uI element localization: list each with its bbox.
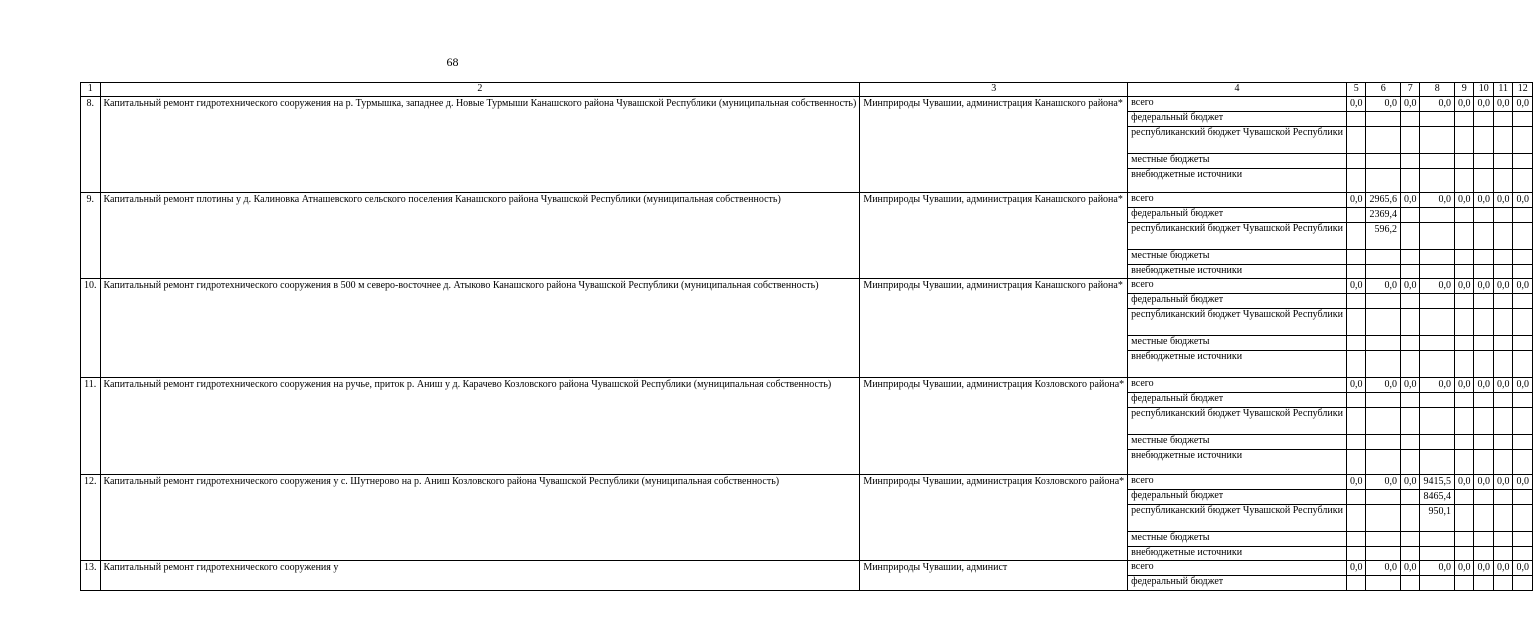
value-cell — [1366, 127, 1401, 154]
row-number: 12. — [81, 474, 101, 560]
value-cell — [1493, 127, 1513, 154]
value-cell — [1346, 265, 1366, 279]
row-number: 11. — [81, 377, 101, 474]
value-cell: 0,0 — [1420, 278, 1455, 293]
funding-source: республиканский бюджет Чувашской Республики — [1128, 308, 1347, 335]
value-cell — [1454, 250, 1474, 265]
value-cell — [1420, 293, 1455, 308]
value-cell — [1346, 350, 1366, 377]
funding-source: местные бюджеты — [1128, 531, 1347, 546]
value-cell — [1474, 154, 1494, 169]
value-cell — [1454, 154, 1474, 169]
value-cell — [1493, 504, 1513, 531]
value-cell: 0,0 — [1474, 377, 1494, 392]
value-cell — [1513, 546, 1533, 560]
column-number: 1 — [81, 83, 101, 97]
value-cell — [1420, 169, 1455, 193]
value-cell — [1513, 489, 1533, 504]
value-cell — [1474, 449, 1494, 474]
funding-source: всего — [1128, 474, 1347, 489]
value-cell — [1400, 250, 1420, 265]
funding-source: всего — [1128, 278, 1347, 293]
value-cell: 0,0 — [1513, 377, 1533, 392]
value-cell — [1346, 223, 1366, 250]
value-cell — [1400, 546, 1420, 560]
value-cell — [1474, 250, 1494, 265]
value-cell: 0,0 — [1493, 193, 1513, 208]
value-cell: 0,0 — [1420, 377, 1455, 392]
value-cell: 0,0 — [1366, 377, 1401, 392]
value-cell — [1346, 504, 1366, 531]
value-cell — [1454, 489, 1474, 504]
value-cell — [1400, 169, 1420, 193]
value-cell: 0,0 — [1346, 474, 1366, 489]
column-number: 6 — [1366, 83, 1401, 97]
value-cell — [1420, 407, 1455, 434]
value-cell — [1400, 407, 1420, 434]
funding-source: республиканский бюджет Чувашской Республики — [1128, 223, 1347, 250]
executor: Минприроды Чувашии, администрация Козловского района* — [860, 474, 1128, 560]
value-cell — [1400, 350, 1420, 377]
value-cell — [1420, 223, 1455, 250]
value-cell: 0,0 — [1513, 278, 1533, 293]
column-number: 5 — [1346, 83, 1366, 97]
table-row — [81, 278, 1533, 293]
value-cell: 0,0 — [1493, 97, 1513, 112]
value-cell — [1346, 308, 1366, 335]
column-number: 7 — [1400, 83, 1420, 97]
value-cell — [1493, 308, 1513, 335]
value-cell — [1513, 293, 1533, 308]
value-cell — [1474, 350, 1494, 377]
value-cell: 0,0 — [1346, 97, 1366, 112]
value-cell: 0,0 — [1454, 560, 1474, 575]
value-cell — [1346, 407, 1366, 434]
value-cell — [1366, 407, 1401, 434]
funding-source: внебюджетные источники — [1128, 350, 1347, 377]
value-cell — [1420, 250, 1455, 265]
funding-source: всего — [1128, 193, 1347, 208]
table-row — [81, 560, 1533, 575]
value-cell — [1513, 335, 1533, 350]
value-cell: 0,0 — [1400, 193, 1420, 208]
value-cell — [1474, 208, 1494, 223]
value-cell — [1346, 293, 1366, 308]
funding-source: внебюджетные источники — [1128, 449, 1347, 474]
funding-source: федеральный бюджет — [1128, 112, 1347, 127]
column-number: 10 — [1474, 83, 1494, 97]
value-cell — [1493, 546, 1513, 560]
value-cell — [1493, 154, 1513, 169]
column-number: 8 — [1420, 83, 1455, 97]
value-cell — [1513, 127, 1533, 154]
value-cell — [1346, 208, 1366, 223]
value-cell — [1513, 169, 1533, 193]
value-cell — [1513, 407, 1533, 434]
value-cell: 0,0 — [1474, 278, 1494, 293]
value-cell: 0,0 — [1420, 193, 1455, 208]
value-cell — [1366, 169, 1401, 193]
column-number: 3 — [860, 83, 1128, 97]
value-cell — [1420, 434, 1455, 449]
value-cell — [1366, 154, 1401, 169]
value-cell — [1400, 127, 1420, 154]
value-cell — [1366, 112, 1401, 127]
value-cell: 0,0 — [1513, 97, 1533, 112]
value-cell — [1346, 127, 1366, 154]
value-cell: 0,0 — [1513, 193, 1533, 208]
value-cell — [1420, 546, 1455, 560]
value-cell — [1346, 169, 1366, 193]
value-cell — [1454, 531, 1474, 546]
executor: Минприроды Чувашии, админист — [860, 560, 1128, 590]
value-cell — [1474, 169, 1494, 193]
value-cell — [1513, 223, 1533, 250]
value-cell — [1493, 489, 1513, 504]
value-cell — [1493, 531, 1513, 546]
value-cell — [1474, 392, 1494, 407]
funding-source: республиканский бюджет Чувашской Республики — [1128, 504, 1347, 531]
value-cell — [1366, 308, 1401, 335]
measure-name: Капитальный ремонт плотины у д. Калиновка Атнашевского сельского поселения Канашского района Чувашской Республики (муниципальная собственность) — [100, 193, 860, 279]
value-cell: 0,0 — [1366, 474, 1401, 489]
value-cell — [1400, 504, 1420, 531]
value-cell — [1513, 250, 1533, 265]
value-cell: 0,0 — [1454, 193, 1474, 208]
value-cell — [1346, 531, 1366, 546]
value-cell — [1400, 489, 1420, 504]
value-cell — [1493, 434, 1513, 449]
value-cell: 950,1 — [1420, 504, 1455, 531]
value-cell — [1420, 392, 1455, 407]
table-row — [81, 97, 1533, 112]
table-row — [81, 377, 1533, 392]
value-cell — [1366, 250, 1401, 265]
value-cell — [1474, 489, 1494, 504]
executor: Минприроды Чувашии, администрация Канашского района* — [860, 193, 1128, 279]
value-cell: 0,0 — [1346, 560, 1366, 575]
value-cell — [1366, 392, 1401, 407]
value-cell: 0,0 — [1366, 560, 1401, 575]
value-cell — [1474, 335, 1494, 350]
value-cell — [1400, 434, 1420, 449]
value-cell: 0,0 — [1346, 377, 1366, 392]
value-cell — [1366, 504, 1401, 531]
value-cell: 0,0 — [1346, 278, 1366, 293]
value-cell — [1454, 127, 1474, 154]
measure-name: Капитальный ремонт гидротехнического сооружения у — [100, 560, 860, 590]
value-cell — [1366, 575, 1401, 590]
value-cell — [1454, 350, 1474, 377]
value-cell: 0,0 — [1400, 474, 1420, 489]
measure-name: Капитальный ремонт гидротехнического сооружения у с. Шутнерово на р. Аниш Козловского района Чувашской Республики (муниципальная собственность) — [100, 474, 860, 560]
column-number: 12 — [1513, 83, 1533, 97]
value-cell — [1454, 407, 1474, 434]
value-cell — [1420, 127, 1455, 154]
value-cell: 0,0 — [1474, 560, 1494, 575]
value-cell — [1420, 575, 1455, 590]
value-cell — [1513, 575, 1533, 590]
value-cell — [1346, 112, 1366, 127]
funding-source: всего — [1128, 377, 1347, 392]
funding-source: всего — [1128, 97, 1347, 112]
value-cell — [1366, 546, 1401, 560]
value-cell — [1474, 223, 1494, 250]
value-cell — [1420, 265, 1455, 279]
value-cell — [1454, 546, 1474, 560]
value-cell — [1513, 208, 1533, 223]
value-cell — [1474, 575, 1494, 590]
value-cell: 0,0 — [1400, 97, 1420, 112]
value-cell — [1513, 434, 1533, 449]
value-cell — [1513, 531, 1533, 546]
value-cell — [1400, 335, 1420, 350]
value-cell — [1346, 392, 1366, 407]
value-cell — [1346, 449, 1366, 474]
value-cell: 0,0 — [1513, 560, 1533, 575]
executor: Минприроды Чувашии, администрация Козловского района* — [860, 377, 1128, 474]
funding-source: местные бюджеты — [1128, 250, 1347, 265]
value-cell — [1366, 335, 1401, 350]
value-cell — [1493, 293, 1513, 308]
value-cell — [1366, 293, 1401, 308]
value-cell — [1474, 531, 1494, 546]
value-cell — [1493, 112, 1513, 127]
value-cell — [1400, 223, 1420, 250]
value-cell — [1493, 208, 1513, 223]
value-cell: 0,0 — [1493, 560, 1513, 575]
value-cell: 0,0 — [1346, 193, 1366, 208]
value-cell — [1400, 392, 1420, 407]
funding-source: федеральный бюджет — [1128, 575, 1347, 590]
value-cell: 596,2 — [1366, 223, 1401, 250]
value-cell — [1493, 265, 1513, 279]
value-cell: 0,0 — [1493, 278, 1513, 293]
value-cell — [1493, 169, 1513, 193]
value-cell — [1513, 449, 1533, 474]
value-cell: 9415,5 — [1420, 474, 1455, 489]
value-cell — [1454, 169, 1474, 193]
value-cell: 0,0 — [1474, 193, 1494, 208]
funding-source: республиканский бюджет Чувашской Республики — [1128, 407, 1347, 434]
value-cell — [1346, 335, 1366, 350]
value-cell — [1474, 407, 1494, 434]
value-cell — [1366, 489, 1401, 504]
value-cell — [1454, 223, 1474, 250]
value-cell — [1454, 265, 1474, 279]
value-cell — [1493, 407, 1513, 434]
value-cell — [1400, 293, 1420, 308]
value-cell — [1513, 112, 1533, 127]
value-cell — [1366, 350, 1401, 377]
value-cell — [1493, 575, 1513, 590]
funding-source: местные бюджеты — [1128, 154, 1347, 169]
value-cell — [1420, 335, 1455, 350]
value-cell — [1513, 154, 1533, 169]
funding-source: внебюджетные источники — [1128, 169, 1347, 193]
value-cell: 0,0 — [1420, 97, 1455, 112]
value-cell — [1454, 208, 1474, 223]
row-number: 9. — [81, 193, 101, 279]
value-cell — [1366, 531, 1401, 546]
value-cell — [1493, 449, 1513, 474]
executor: Минприроды Чувашии, администрация Канашского района* — [860, 278, 1128, 377]
funding-source: федеральный бюджет — [1128, 293, 1347, 308]
column-number: 9 — [1454, 83, 1474, 97]
value-cell — [1493, 223, 1513, 250]
value-cell — [1346, 434, 1366, 449]
value-cell — [1454, 575, 1474, 590]
value-cell — [1493, 392, 1513, 407]
row-number: 13. — [81, 560, 101, 590]
value-cell: 0,0 — [1400, 377, 1420, 392]
value-cell — [1454, 504, 1474, 531]
value-cell — [1400, 308, 1420, 335]
value-cell — [1513, 308, 1533, 335]
value-cell — [1513, 350, 1533, 377]
value-cell — [1346, 575, 1366, 590]
value-cell — [1454, 308, 1474, 335]
executor: Минприроды Чувашии, администрация Канашского района* — [860, 97, 1128, 193]
value-cell — [1420, 531, 1455, 546]
value-cell — [1474, 504, 1494, 531]
value-cell — [1400, 208, 1420, 223]
row-number: 8. — [81, 97, 101, 193]
value-cell — [1513, 392, 1533, 407]
value-cell — [1474, 434, 1494, 449]
value-cell — [1366, 265, 1401, 279]
funding-source: федеральный бюджет — [1128, 489, 1347, 504]
value-cell — [1454, 449, 1474, 474]
value-cell — [1420, 154, 1455, 169]
measure-name: Капитальный ремонт гидротехнического сооружения на р. Турмышка, западнее д. Новые Турмыши Канашского района Чувашской Республики (муниципальная собственность) — [100, 97, 860, 193]
value-cell — [1346, 489, 1366, 504]
column-number-header — [81, 83, 1533, 97]
value-cell — [1420, 449, 1455, 474]
value-cell: 2965,6 — [1366, 193, 1401, 208]
value-cell — [1420, 208, 1455, 223]
value-cell — [1474, 546, 1494, 560]
value-cell — [1474, 127, 1494, 154]
value-cell — [1474, 112, 1494, 127]
value-cell: 2369,4 — [1366, 208, 1401, 223]
funding-source: республиканский бюджет Чувашской Республики — [1128, 127, 1347, 154]
value-cell — [1400, 154, 1420, 169]
value-cell: 0,0 — [1400, 278, 1420, 293]
value-cell: 0,0 — [1366, 278, 1401, 293]
value-cell — [1346, 154, 1366, 169]
value-cell: 0,0 — [1454, 97, 1474, 112]
value-cell — [1420, 112, 1455, 127]
page-number: 68 — [446, 55, 459, 69]
value-cell — [1346, 546, 1366, 560]
value-cell: 0,0 — [1513, 474, 1533, 489]
budget-table — [80, 82, 1533, 591]
column-number: 11 — [1493, 83, 1513, 97]
row-number: 10. — [81, 278, 101, 377]
table-row — [81, 474, 1533, 489]
value-cell — [1366, 449, 1401, 474]
funding-source: местные бюджеты — [1128, 335, 1347, 350]
value-cell — [1454, 434, 1474, 449]
value-cell — [1454, 392, 1474, 407]
value-cell — [1400, 449, 1420, 474]
value-cell — [1474, 308, 1494, 335]
value-cell: 0,0 — [1400, 560, 1420, 575]
value-cell: 0,0 — [1454, 474, 1474, 489]
value-cell: 0,0 — [1454, 377, 1474, 392]
value-cell — [1513, 265, 1533, 279]
funding-source: федеральный бюджет — [1128, 208, 1347, 223]
measure-name: Капитальный ремонт гидротехнического сооружения на ручье, приток р. Аниш у д. Карачево Козловского района Чувашской Республики (муниципальная собственность) — [100, 377, 860, 474]
value-cell — [1474, 265, 1494, 279]
value-cell — [1400, 531, 1420, 546]
value-cell: 0,0 — [1493, 377, 1513, 392]
funding-source: всего — [1128, 560, 1347, 575]
value-cell — [1400, 112, 1420, 127]
value-cell: 0,0 — [1366, 97, 1401, 112]
measure-name: Капитальный ремонт гидротехнического сооружения в 500 м северо-восточнее д. Атыково Канашского района Чувашской Республики (муниципальная собственность) — [100, 278, 860, 377]
value-cell: 0,0 — [1474, 97, 1494, 112]
value-cell — [1400, 575, 1420, 590]
funding-source: федеральный бюджет — [1128, 392, 1347, 407]
funding-source: внебюджетные источники — [1128, 546, 1347, 560]
table-row — [81, 193, 1533, 208]
value-cell: 0,0 — [1493, 474, 1513, 489]
value-cell — [1454, 293, 1474, 308]
value-cell — [1454, 112, 1474, 127]
value-cell: 0,0 — [1420, 560, 1455, 575]
value-cell — [1400, 265, 1420, 279]
value-cell — [1493, 250, 1513, 265]
funding-source: местные бюджеты — [1128, 434, 1347, 449]
value-cell — [1474, 293, 1494, 308]
value-cell — [1366, 434, 1401, 449]
value-cell — [1454, 335, 1474, 350]
funding-source: внебюджетные источники — [1128, 265, 1347, 279]
column-number: 2 — [100, 83, 860, 97]
value-cell — [1493, 350, 1513, 377]
value-cell — [1346, 250, 1366, 265]
value-cell — [1493, 335, 1513, 350]
value-cell — [1420, 350, 1455, 377]
value-cell — [1513, 504, 1533, 531]
value-cell: 0,0 — [1474, 474, 1494, 489]
value-cell: 0,0 — [1454, 278, 1474, 293]
column-number: 4 — [1128, 83, 1347, 97]
value-cell: 8465,4 — [1420, 489, 1455, 504]
value-cell — [1420, 308, 1455, 335]
